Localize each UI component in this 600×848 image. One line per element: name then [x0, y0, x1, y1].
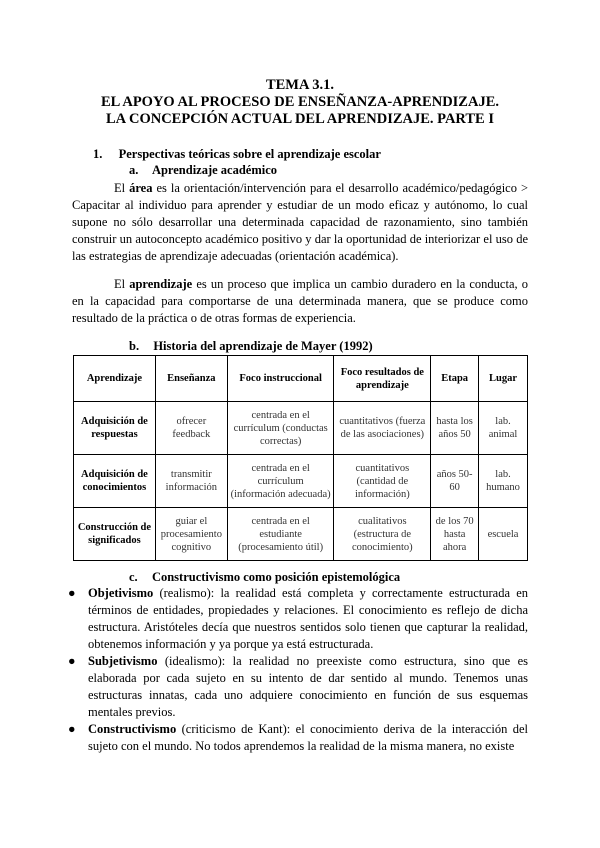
term-subjetivismo: Subjetivismo — [88, 654, 158, 668]
para2-text: es un proceso que implica un cambio duradero en la conducta, o en la capacidad para comportarse de una determinada manera, que se produce como resultado de la práctica o de otras formas de experiencia. — [72, 277, 528, 325]
paragraph-aprendizaje — [72, 276, 528, 327]
table-cell: Construcción de significados — [74, 508, 156, 561]
bullet-text: (realismo): la realidad está completa y correctamente estructurada en términos de entidades, propiedades y relaciones. El conocimiento es reflejo de dicha estructura. Aristóteles decía que nuestros sentidos solo tienen que capturar la realidad, obtenemos información y ya porque ya está estructurada. — [88, 586, 528, 651]
term-constructivismo: Constructivismo — [88, 722, 177, 736]
table-cell: guiar el procesamiento cognitivo — [155, 508, 227, 561]
epistemology-bullet-list — [68, 585, 528, 755]
term-area: área — [129, 181, 153, 195]
bullet-text: (criticismo de Kant): el conocimiento deriva de la interacción del sujeto con el mundo. No todos aprendemos la realidad de la misma manera, no existe — [88, 722, 528, 753]
table-header: Lugar — [479, 356, 528, 402]
section-1-title: Perspectivas teóricas sobre el aprendizaje escolar — [118, 147, 381, 161]
table-cell: cuantitativos (fuerza de las asociaciones) — [334, 402, 431, 455]
table-cell: transmitir información — [155, 455, 227, 508]
list-item — [68, 585, 528, 653]
bullet-icon: ● — [68, 654, 76, 668]
subsection-b-title: Historia del aprendizaje de Mayer (1992) — [153, 339, 373, 353]
table-cell: hasta los años 50 — [431, 402, 479, 455]
table-row — [74, 508, 528, 561]
table-header: Foco resultados de aprendizaje — [334, 356, 431, 402]
table-cell: centrada en el currículum (conductas correctas) — [227, 402, 334, 455]
table-cell: cuantitativos (cantidad de información) — [334, 455, 431, 508]
table-cell: ofrecer feedback — [155, 402, 227, 455]
section-1-heading — [93, 146, 381, 162]
section-1-number: 1. — [93, 147, 103, 161]
subsection-a-letter: a. — [129, 163, 139, 177]
doc-title-line-3: LA CONCEPCIÓN ACTUAL DEL APRENDIZAJE. PARTE I — [106, 111, 494, 127]
doc-title-line-2: EL APOYO AL PROCESO DE ENSEÑANZA-APRENDIZAJE. — [100, 94, 499, 110]
mayer-history-table — [73, 355, 528, 561]
subsection-c-letter: c. — [129, 570, 138, 584]
table-header: Aprendizaje — [74, 356, 156, 402]
table-header: Etapa — [431, 356, 479, 402]
table-cell: centrada en el currículum (información adecuada) — [227, 455, 334, 508]
subsection-a-heading — [129, 162, 277, 178]
list-item — [68, 653, 528, 721]
table-row — [74, 455, 528, 508]
subsection-c-heading — [129, 569, 400, 585]
table-header-row — [74, 356, 528, 402]
table-cell: Adquisición de respuestas — [74, 402, 156, 455]
table-cell: años 50-60 — [431, 455, 479, 508]
doc-title-line-1: TEMA 3.1. — [265, 77, 335, 93]
table-cell: escuela — [479, 508, 528, 561]
para1-pre: El — [114, 181, 130, 195]
bullet-icon: ● — [68, 586, 76, 600]
bullet-text: (idealismo): la realidad no preexiste como estructura, sino que es elaborada por cada sujeto en su intento de dar sentido al mundo. Tenemos unas estructuras innatas, cada uno adquiere conocimiento en función de sus esquemas mentales previos. — [88, 654, 528, 719]
term-objetivismo: Objetivismo — [88, 586, 154, 600]
list-item — [68, 721, 528, 755]
paragraph-area — [72, 180, 528, 265]
table-cell: Adquisición de conocimientos — [74, 455, 156, 508]
subsection-b-letter: b. — [129, 339, 140, 353]
table-header: Foco instruccional — [227, 356, 334, 402]
para2-pre: El — [114, 277, 130, 291]
table-row — [74, 402, 528, 455]
para1-text: es la orientación/intervención para el desarrollo académico/pedagógico > Capacitar al individuo para aprender y estudiar de un modo eficaz y autónomo, lo cual supone no sólo desarrollar una determinada capacidad de razonamiento, sino también construir un autoconcepto académico positivo y dar la oportunidad de interiorizar el uso de las estrategias de aprendizaje adecuadas (orientación académica). — [72, 181, 528, 263]
subsection-a-title: Aprendizaje académico — [151, 163, 278, 177]
subsection-c-title: Constructivismo como posición epistemológica — [151, 570, 401, 584]
table-cell: lab. animal — [479, 402, 528, 455]
table-cell: cualitativos (estructura de conocimiento) — [334, 508, 431, 561]
table-header: Enseñanza — [155, 356, 227, 402]
table-cell: de los 70 hasta ahora — [431, 508, 479, 561]
table-cell: centrada en el estudiante (procesamiento útil) — [227, 508, 334, 561]
subsection-b-heading — [129, 338, 373, 354]
bullet-icon: ● — [68, 722, 76, 736]
term-aprendizaje: aprendizaje — [129, 277, 193, 291]
table-cell: lab. humano — [479, 455, 528, 508]
